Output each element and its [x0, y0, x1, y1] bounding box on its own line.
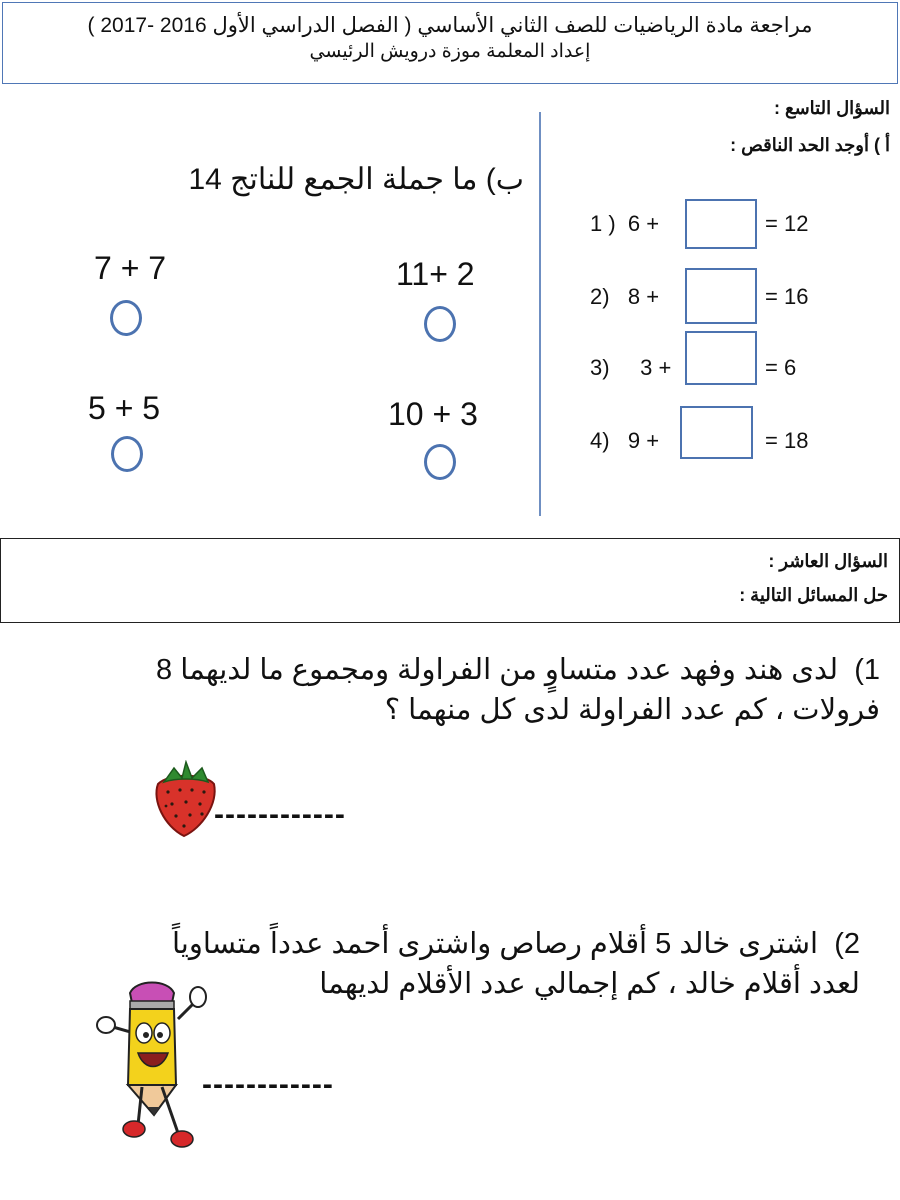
worksheet-header — [2, 2, 898, 84]
equation-left: 6 + — [627, 211, 660, 236]
answer-box-1[interactable] — [685, 199, 757, 249]
problem-1 — [60, 650, 880, 730]
answer-line-1[interactable]: ------------ — [214, 798, 346, 831]
problem-1-text-2: فرولات ، كم عدد الفراولة لدى كل منهما ؟ — [384, 694, 880, 726]
pencil-character-icon — [92, 975, 222, 1150]
problem-1-line-1 — [60, 650, 880, 690]
equation-4 — [590, 428, 659, 454]
option-circle-2[interactable] — [424, 306, 456, 342]
equation-label: 2) — [590, 284, 610, 309]
problem-2-text-2: لعدد أقلام خالد ، كم إجمالي عدد الأقلام لديهما — [319, 968, 860, 1000]
equation-3 — [590, 355, 671, 381]
equation-2 — [590, 284, 659, 310]
equation-4-result: = 18 — [765, 428, 809, 453]
option-expression-3: 5 + 5 — [88, 390, 161, 426]
column-divider — [539, 112, 541, 516]
answer-box-4[interactable] — [680, 406, 753, 459]
equation-2-result: = 16 — [765, 284, 809, 309]
q9-part-a-title: أ ) أوجد الحد الناقص : — [730, 135, 890, 155]
problem-2-line-1 — [60, 924, 860, 964]
equation-left: 8 + — [627, 284, 660, 309]
equation-left: 3 + — [640, 355, 672, 380]
answer-box-2[interactable] — [685, 268, 757, 324]
problem-2-number: 2) — [834, 928, 860, 960]
strawberry-icon — [150, 760, 220, 838]
option-expression-4: 10 + 3 — [388, 396, 478, 432]
option-expression-2: 11+ 2 — [396, 256, 475, 292]
equation-label: 4) — [590, 428, 610, 453]
option-circle-1[interactable] — [110, 300, 142, 336]
answer-line-2[interactable]: ------------ — [202, 1068, 334, 1101]
header-title: مراجعة مادة الرياضيات للصف الثاني الأساسي ( الفصل الدراسي الأول 2016 -2017 ) — [87, 14, 813, 37]
option-expression-1: 7 + 7 — [94, 250, 167, 286]
option-circle-3[interactable] — [111, 436, 143, 472]
equation-label: 1 ) — [590, 211, 616, 236]
q9-part-b-title: ب) ما جملة الجمع للناتج 14 — [188, 163, 524, 196]
q10-title: السؤال العاشر : — [768, 551, 888, 571]
problem-1-text-1: لدى هند وفهد عدد متساوٍ من الفراولة ومجموع ما لديهما 8 — [156, 654, 839, 686]
header-teacher: إعداد المعلمة موزة درويش الرئيسي — [309, 41, 591, 62]
answer-box-3[interactable] — [685, 331, 757, 385]
equation-3-result: = 6 — [765, 355, 797, 380]
q10-header-box — [0, 538, 900, 623]
q10-subtitle: حل المسائل التالية : — [739, 585, 888, 605]
equation-label: 3) — [590, 355, 610, 380]
equation-1 — [590, 211, 659, 237]
option-circle-4[interactable] — [424, 444, 456, 480]
problem-2-text-1: اشترى خالد 5 أقلام رصاص واشترى أحمد عدداً متساوياً — [171, 928, 819, 960]
equation-1-result: = 12 — [765, 211, 809, 236]
equation-left: 9 + — [627, 428, 660, 453]
q9-title: السؤال التاسع : — [774, 98, 890, 118]
problem-1-number: 1) — [854, 654, 880, 686]
